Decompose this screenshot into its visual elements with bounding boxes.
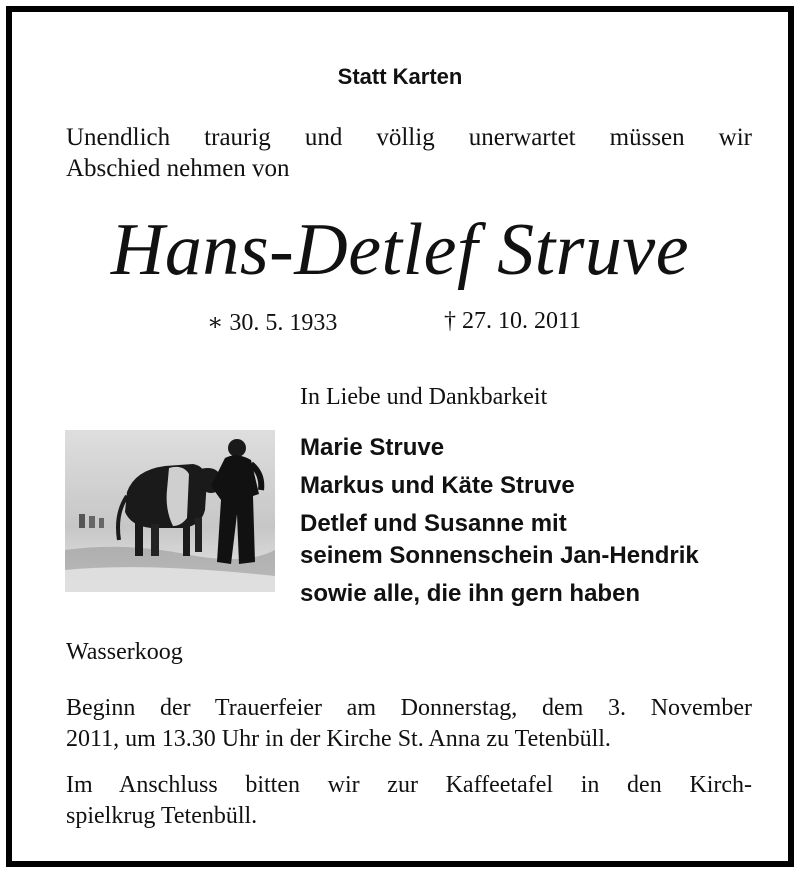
notice-header: Statt Karten <box>337 64 463 89</box>
mourner-line: sowie alle, die ihn gern haben <box>300 580 641 607</box>
funeral-info <box>66 693 752 755</box>
funeral-line-2: 2011, um 13.30 Uhr in der Kirche St. Anna zu Tetenbüll. <box>66 726 611 752</box>
death-date: † 27. 10. 2011 <box>444 308 582 334</box>
intro-text <box>66 122 752 184</box>
funeral-line-1: Beginn der Trauerfeier am Donnerstag, dem 3. November <box>66 695 752 721</box>
intro-line-2: Abschied nehmen von <box>66 155 290 182</box>
mourner-line: Detlef und Susanne mit <box>300 510 567 537</box>
reception-info <box>66 770 752 832</box>
photo-man-with-cow-icon <box>65 430 275 592</box>
mourner-line: seinem Sonnenschein Jan-Hendrik <box>300 542 699 569</box>
reception-line-2: spielkrug Tetenbüll. <box>66 803 258 829</box>
dedication-text: In Liebe und Dankbarkeit <box>300 384 548 410</box>
mourner-line: Marie Struve <box>300 434 445 461</box>
place-name: Wasserkoog <box>66 639 183 665</box>
birth-date: ∗ 30. 5. 1933 <box>207 310 338 336</box>
intro-line-1: Unendlich traurig und völlig unerwartet müssen wir <box>66 124 752 151</box>
deceased-name: Hans-Detlef Struve <box>110 209 690 291</box>
reception-line-1: Im Anschluss bitten wir zur Kaffeetafel in den Kirch- <box>66 772 752 798</box>
obituary-notice <box>6 6 794 867</box>
mourner-line: Markus und Käte Struve <box>300 472 575 499</box>
